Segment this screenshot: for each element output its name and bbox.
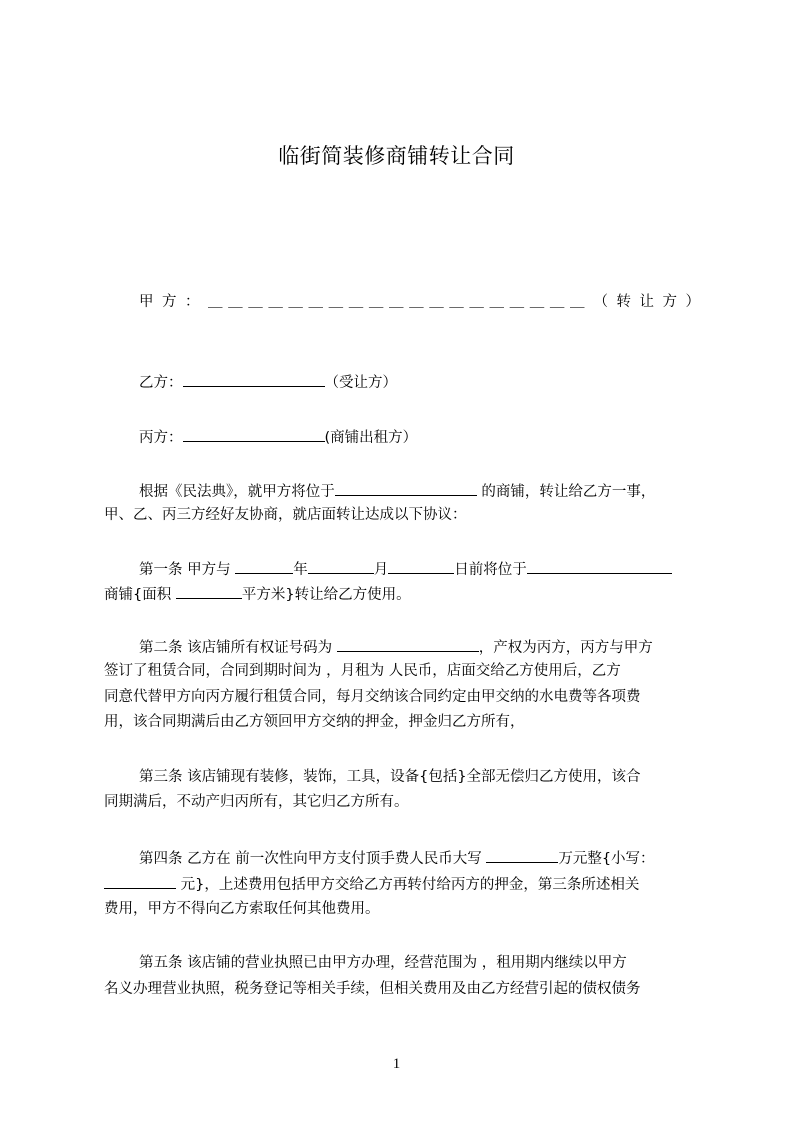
article-2-text: 第二条 该店铺所有权证号码为 (139, 640, 337, 656)
article-4-text: 第四条 乙方在 前一次性向甲方支付顶手费人民币大写 (139, 851, 487, 867)
year-label: 年 (293, 562, 308, 578)
article-1-text: 平方米}转让给乙方使用。 (241, 587, 411, 603)
article-4-line-1 (104, 847, 735, 869)
party-a-role-char: （ (593, 294, 608, 310)
article-5-line-1: 第五条 该店铺的营业执照已由甲方办理，经营范围为 ，租用期内继续以甲方 (139, 955, 627, 971)
party-b-blank (183, 371, 325, 387)
article-2-line-2: 签订了租赁合同，合同到期时间为 ，月租为 人民币，店面交给乙方使用后，乙方 (104, 663, 621, 679)
party-a-role-char: 让 (639, 294, 654, 310)
area-blank (176, 583, 242, 599)
party-a-role-char: 转 (616, 294, 631, 310)
party-c-label: 丙方： (139, 430, 183, 446)
day-blank (388, 558, 454, 574)
page-number: 1 (392, 1056, 401, 1072)
article-2-line-1 (104, 636, 735, 658)
article-1-text: 第一条 甲方与 (139, 562, 236, 578)
article-1-location-blank (527, 558, 672, 574)
article-4-text: 元}，上述费用包括甲方交给乙方再转付给丙方的押金，第三条所述相关 (176, 877, 640, 893)
month-blank (308, 558, 374, 574)
article-4-line-3: 费用，甲方不得向乙方索取任何其他费用。 (104, 901, 380, 917)
intro-location-blank (335, 480, 477, 496)
party-c-line (104, 426, 735, 448)
party-b-role: （受让方） (324, 375, 397, 391)
party-a-blank-dashes: ＿ ＿ ＿ ＿ ＿ ＿ ＿ ＿ ＿ ＿ ＿ ＿ ＿ ＿ ＿ ＿ ＿ ＿ ＿ (208, 294, 585, 310)
certificate-number-blank (337, 636, 479, 652)
party-a-label-char: ： (185, 294, 200, 310)
day-label: 日前将位于 (454, 562, 527, 578)
article-3-line-2: 同期满后，不动产归丙所有，其它归乙方所有。 (104, 794, 409, 810)
amount-figures-blank (104, 873, 176, 889)
amount-words-blank (486, 847, 558, 863)
party-a-role-char: ） (685, 294, 700, 310)
intro-text: 根据《民法典》，就甲方将位于 (139, 484, 335, 500)
article-1-line-2 (104, 583, 700, 605)
article-2-line-4: 用，该合同期满后由乙方领回甲方交纳的押金，押金归乙方所有， (104, 714, 525, 730)
party-a-label-char: 方 (162, 294, 177, 310)
intro-line-2: 甲、乙、丙三方经好友协商，就店面转让达成以下协议： (104, 507, 467, 523)
year-blank (235, 558, 293, 574)
article-4-line-2 (104, 873, 700, 895)
article-4-text: 万元整{小写： (558, 851, 655, 867)
party-c-blank (183, 426, 325, 442)
party-a-line (139, 292, 700, 312)
intro-text: 的商铺，转让给乙方一事， (476, 484, 656, 500)
intro-line-1 (104, 480, 735, 502)
article-3-line-1: 第三条 该店铺现有装修，装饰，工具，设备{包括}全部无偿归乙方使用，该合 (139, 769, 641, 785)
article-1-text: 商铺{面积 (104, 587, 176, 603)
article-1-line-1 (104, 558, 735, 580)
party-b-label: 乙方： (139, 375, 183, 391)
month-label: 月 (373, 562, 389, 578)
article-2-line-3: 同意代替甲方向丙方履行租赁合同，每月交纳该合同约定由甲交纳的水电费等各项费 (104, 689, 641, 705)
party-c-role: (商铺出租方） (324, 430, 418, 446)
article-2-text: ，产权为丙方，丙方与甲方 (478, 640, 653, 656)
article-5-line-2: 名义办理营业执照，税务登记等相关手续，但相关费用及由乙方经营引起的债权债务 (104, 981, 641, 997)
party-a-label-char: 甲 (139, 294, 154, 310)
party-b-line (104, 371, 735, 393)
party-a-role-char: 方 (662, 294, 677, 310)
contract-title: 临街简装修商铺转让合同 (278, 144, 515, 168)
